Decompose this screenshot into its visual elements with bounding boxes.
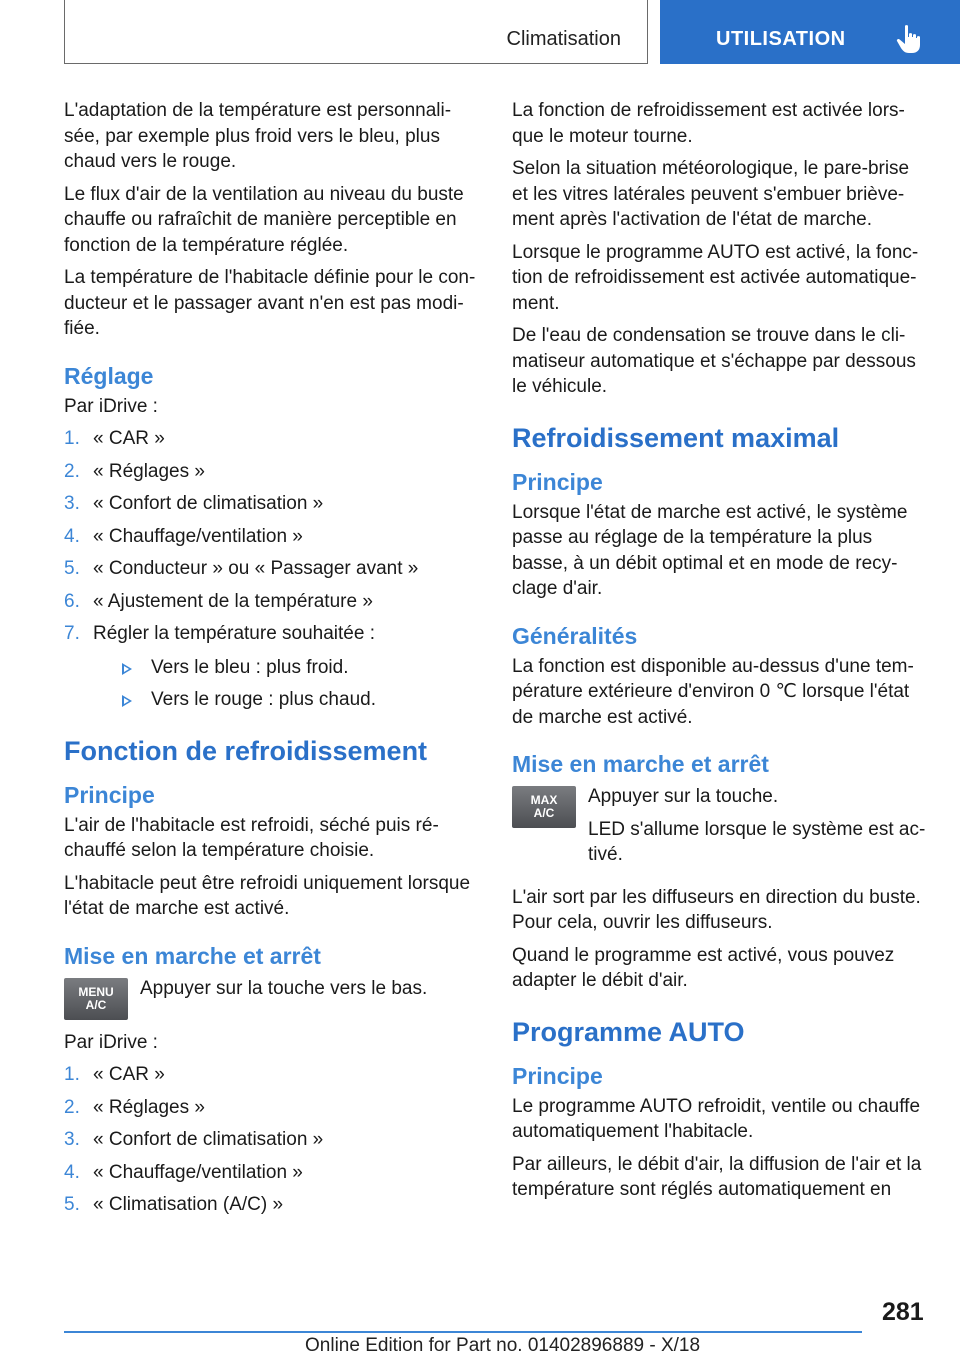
step-text: « Chauffage/ventilation » bbox=[93, 525, 303, 547]
heading-principe: Principe bbox=[64, 781, 155, 808]
button-instruction bbox=[64, 976, 484, 1020]
section-title: Climatisation bbox=[506, 28, 621, 50]
button-text bbox=[588, 784, 930, 875]
paragraph: Par ailleurs, le débit d'air, la diffusion de l'air et la température sont réglés automatiquement en bbox=[512, 1153, 922, 1200]
heading-principe: Principe bbox=[512, 468, 603, 495]
menu-ac-button-image bbox=[64, 978, 128, 1020]
step-text: « CAR » bbox=[93, 428, 165, 449]
list-item bbox=[64, 491, 484, 517]
step-text: Régler la température souhaitée : bbox=[93, 623, 375, 644]
heading-reglage: Réglage bbox=[64, 362, 154, 389]
paragraph: L'air de l'habitacle est refroidi, séché puis ré-chauffé selon la température choisie. bbox=[64, 814, 439, 861]
step-text: « CAR » bbox=[93, 1064, 165, 1085]
heading-refroidissement-maximal: Refroidissement maximal bbox=[512, 422, 840, 453]
paragraph: Par iDrive : bbox=[64, 395, 158, 417]
step-number: 2. bbox=[64, 460, 80, 482]
sub-list bbox=[93, 655, 484, 713]
step-number: 2. bbox=[64, 1096, 80, 1118]
step-number: 1. bbox=[64, 1064, 80, 1085]
button-label-line: MENU bbox=[78, 984, 114, 999]
sub-item-text: Vers le rouge : plus chaud. bbox=[151, 689, 376, 710]
step-text: « Conducteur » ou « Passager avant » bbox=[93, 558, 419, 579]
list-item bbox=[64, 621, 484, 713]
sub-item bbox=[122, 687, 484, 713]
paragraph: L'air sort par les diffuseurs en direction du buste. Pour cela, ouvrir les diffuseurs. bbox=[512, 886, 921, 933]
mise-steps bbox=[64, 1062, 484, 1218]
paragraph: Appuyer sur la touche vers le bas. bbox=[140, 977, 428, 999]
footer-edition: Online Edition for Part no. 01402896889 - X/18 bbox=[305, 1335, 701, 1356]
page-number: 281 bbox=[882, 1298, 924, 1326]
header-frame bbox=[64, 0, 648, 64]
step-text: « Climatisation (A/C) » bbox=[93, 1194, 284, 1215]
paragraph: Quand le programme est activé, vous pouvez adapter le débit d'air. bbox=[512, 944, 895, 991]
chapter-tab-label: UTILISATION bbox=[716, 28, 846, 50]
heading-mise-en-marche: Mise en marche et arrêt bbox=[64, 942, 321, 969]
step-number: 3. bbox=[64, 493, 80, 514]
paragraph: Par iDrive : bbox=[64, 1031, 158, 1053]
button-label-line: MAX bbox=[530, 793, 558, 807]
reglage-steps bbox=[64, 426, 484, 713]
list-item bbox=[64, 459, 484, 485]
step-text: « Réglages » bbox=[93, 1096, 205, 1118]
paragraph: Selon la situation météorologique, le pare-brise et les vitres latérales peuvent s'embuer briève-ment après l'activation de l'état de marche. bbox=[512, 158, 910, 230]
paragraph: La température de l'habitacle définie pour le con-ducteur et le passager avant n'en est pas modi-fiée. bbox=[64, 267, 476, 339]
list-item bbox=[64, 1192, 484, 1218]
paragraph: LED s'allume lorsque le système est ac-tivé. bbox=[588, 818, 926, 865]
list-item bbox=[64, 589, 484, 615]
step-number: 5. bbox=[64, 1194, 80, 1215]
heading-programme-auto: Programme AUTO bbox=[512, 1016, 745, 1047]
paragraph: La fonction est disponible au-dessus d'une tem-pérature extérieure d'environ 0 ℃ lorsque l'état de marche est activé. bbox=[512, 655, 914, 728]
step-number: 4. bbox=[64, 525, 80, 547]
chapter-tab bbox=[660, 0, 960, 64]
list-item bbox=[64, 1062, 484, 1088]
footer-divider bbox=[64, 1331, 862, 1333]
heading-mise-en-marche: Mise en marche et arrêt bbox=[512, 751, 769, 777]
button-label-line: A/C bbox=[533, 806, 555, 820]
button-label-line: A/C bbox=[85, 997, 107, 1012]
sub-item-text: Vers le bleu : plus froid. bbox=[151, 656, 349, 678]
list-item bbox=[64, 1095, 484, 1121]
paragraph: Lorsque le programme AUTO est activé, la fonc-tion de refroidissement est activée automatique-ment. bbox=[512, 241, 919, 314]
right-column bbox=[512, 98, 930, 1210]
triangle-bullet-icon bbox=[122, 663, 132, 675]
left-column bbox=[64, 98, 484, 1225]
paragraph: Le programme AUTO refroidit, ventile ou chauffe automatiquement l'habitacle. bbox=[512, 1095, 921, 1142]
step-number: 6. bbox=[64, 590, 80, 612]
heading-principe: Principe bbox=[512, 1062, 603, 1089]
paragraph: Le flux d'air de la ventilation au niveau du buste chauffe ou rafraîchit de manière perceptible en fonction de la température réglée. bbox=[64, 183, 464, 256]
step-text: « Ajustement de la température » bbox=[93, 590, 373, 612]
list-item bbox=[64, 1127, 484, 1153]
step-text: « Réglages » bbox=[93, 460, 205, 482]
list-item bbox=[64, 426, 484, 452]
button-instruction bbox=[512, 784, 930, 875]
heading-generalites: Généralités bbox=[512, 622, 638, 649]
paragraph: L'habitacle peut être refroidi uniquement lorsque l'état de marche est activé. bbox=[64, 872, 471, 919]
heading-fonction: Fonction de refroidissement bbox=[64, 735, 428, 766]
step-text: « Chauffage/ventilation » bbox=[93, 1161, 303, 1183]
paragraph: Appuyer sur la touche. bbox=[588, 786, 779, 807]
list-item bbox=[64, 524, 484, 550]
list-item bbox=[64, 1160, 484, 1186]
sub-item bbox=[122, 655, 484, 681]
step-number: 5. bbox=[64, 558, 80, 579]
paragraph: L'adaptation de la température est personnali-sée, par exemple plus froid vers le bleu, plus chaud vers le rouge. bbox=[64, 100, 452, 172]
max-ac-button-image bbox=[512, 786, 576, 828]
button-text bbox=[140, 976, 427, 1020]
step-number: 1. bbox=[64, 428, 80, 449]
hand-pointer-icon bbox=[896, 24, 922, 54]
list-item bbox=[64, 556, 484, 582]
paragraph: La fonction de refroidissement est activée lors-que le moteur tourne. bbox=[512, 100, 905, 147]
triangle-bullet-icon bbox=[122, 695, 132, 707]
step-text: « Confort de climatisation » bbox=[93, 1129, 324, 1150]
step-text: « Confort de climatisation » bbox=[93, 493, 324, 514]
step-number: 4. bbox=[64, 1161, 80, 1183]
paragraph: De l'eau de condensation se trouve dans le cli-matiseur automatique et s'échappe par dessous le véhicule. bbox=[512, 325, 916, 397]
step-number: 3. bbox=[64, 1129, 80, 1150]
step-number: 7. bbox=[64, 623, 80, 644]
paragraph: Lorsque l'état de marche est activé, le système passe au réglage de la température la plus basse, à un débit optimal et en mode de recy-clage d'air. bbox=[512, 501, 908, 599]
